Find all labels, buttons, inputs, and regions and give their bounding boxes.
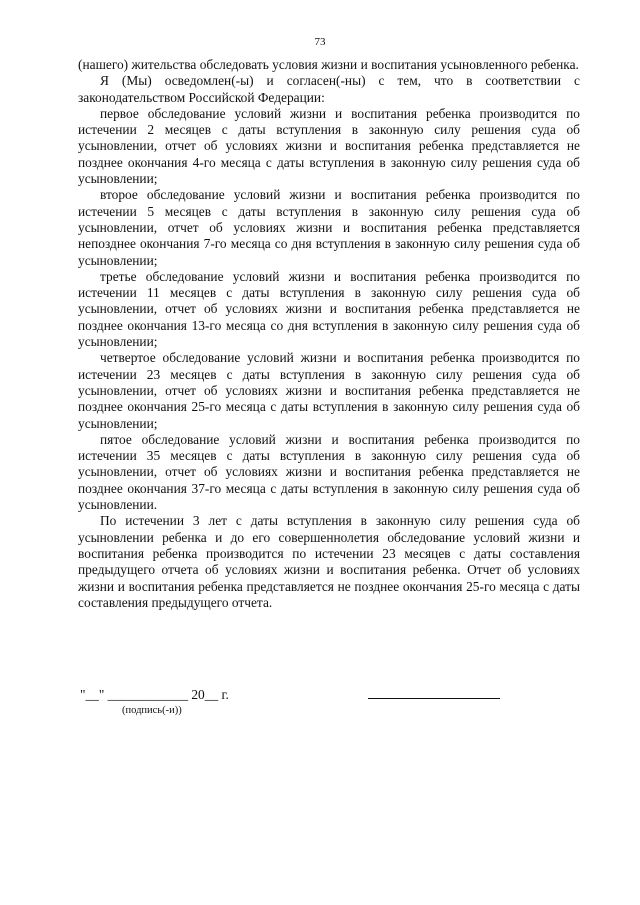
signature-blank-line — [368, 698, 500, 699]
document-body — [78, 57, 580, 611]
paragraph-third-inspection: третье обследование условий жизни и воспитания ребенка производится по истечении 11 месяцев с даты вступления в законную силу решения суда об усыновлении, отчет об условиях жизни и воспитания ребенка представляется не позднее окончания 13-го месяца со дня вступления в законную силу решения суда об усыновлении; — [78, 268, 580, 350]
page-number: 73 — [314, 36, 326, 48]
signature-date-line: "__" ____________ 20__ г. — [80, 687, 229, 702]
paragraph-fifth-inspection: пятое обследование условий жизни и воспитания ребенка производится по истечении 35 месяцев с даты вступления в законную силу решения суда об усыновлении, отчет об условиях жизни и воспитания ребенка представляется не позднее окончания 37-го месяца с даты вступления в законную силу решения суда об усыновлении. — [78, 431, 580, 513]
signature-caption: (подпись(-и)) — [122, 705, 182, 716]
paragraph-first-inspection: первое обследование условий жизни и воспитания ребенка производится по истечении 2 месяцев с даты вступления в законную силу решения суда об усыновлении, отчет об условиях жизни и воспитания ребенка представляется не позднее окончания 4-го месяца с даты вступления в законную силу решения суда об усыновлении; — [78, 105, 580, 187]
paragraph-second-inspection: второе обследование условий жизни и воспитания ребенка производится по истечении 5 месяцев с даты вступления в законную силу решения суда об усыновлении, отчет об условиях жизни и воспитания ребенка представляется непозднее окончания 7-го месяца со дня вступления в законную силу решения суда об усыновлении; — [78, 187, 580, 268]
paragraph-fourth-inspection: четвертое обследование условий жизни и воспитания ребенка производится по истечении 23 месяцев с даты вступления в законную силу решения суда об усыновлении, отчет об условиях жизни и воспитания ребенка представляется не позднее окончания 25-го месяца с даты вступления в законную силу решения суда об усыновлении; — [78, 350, 580, 431]
paragraph-after-three-years: По истечении 3 лет с даты вступления в законную силу решения суда об усыновлении ребенка и до его совершеннолетия обследование условий жизни и воспитания ребенка производится по истечении 23 месяцев с даты составления предыдущего отчета об условиях жизни и воспитания ребенка. Отчет об условиях жизни и воспитания ребенка представляется не позднее окончания 25-го месяца с даты составления предыдущего отчета. — [78, 513, 580, 610]
paragraph-residence: (нашего) жительства обследовать условия жизни и воспитания усыновленного ребенка. — [78, 57, 579, 72]
paragraph-acknowledgement: Я (Мы) осведомлен(-ы) и согласен(-ны) с тем, что в соответствии с законодательством Российской Федерации: — [78, 73, 580, 105]
